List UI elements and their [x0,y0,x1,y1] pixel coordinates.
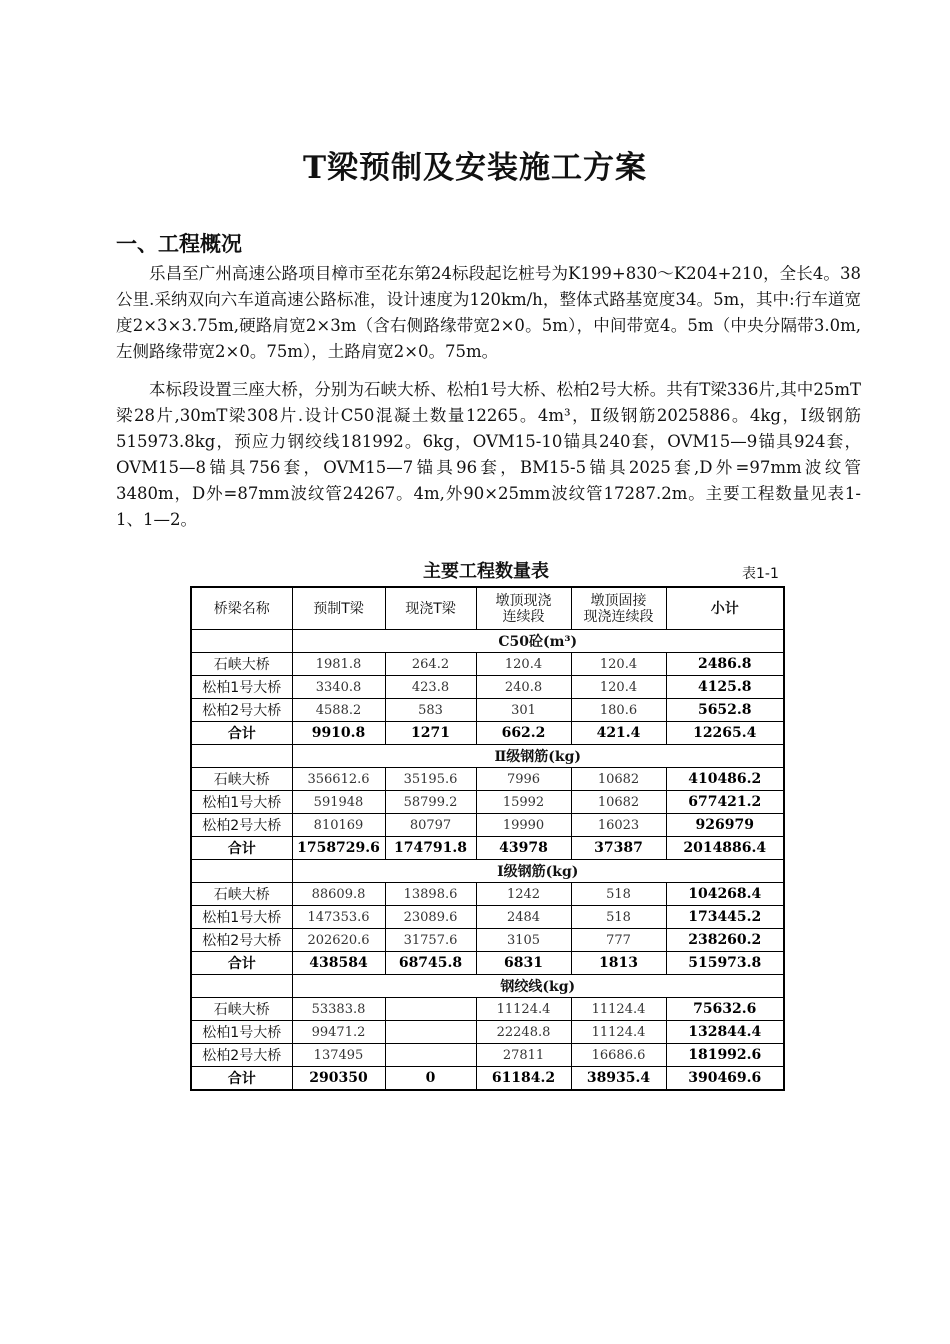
value-cell: 202620.6 [292,929,385,952]
value-cell: 11124.4 [571,1021,666,1044]
section-blank-cell [191,745,292,768]
value-cell: 180.6 [571,699,666,722]
subtotal-cell: 4125.8 [666,676,784,699]
bridge-name-cell: 松柏1号大桥 [191,1021,292,1044]
total-value-cell: 61184.2 [476,1067,571,1091]
total-value-cell: 421.4 [571,722,666,745]
header-subtotal: 小计 [666,587,784,630]
table-row [191,998,784,1021]
table-header-row [191,587,784,630]
total-value-cell: 0 [385,1067,476,1091]
bridge-name-cell: 松柏2号大桥 [191,814,292,837]
header-bridge-name: 桥梁名称 [191,587,292,630]
document-title: T梁预制及安装施工方案 [302,150,648,186]
value-cell: 583 [385,699,476,722]
value-cell: 15992 [476,791,571,814]
table-row [191,676,784,699]
value-cell: 16686.6 [571,1044,666,1067]
value-cell: 80797 [385,814,476,837]
total-value-cell: 12265.4 [666,722,784,745]
bridge-name-cell: 松柏2号大桥 [191,929,292,952]
subtotal-cell: 132844.4 [666,1021,784,1044]
value-cell: 301 [476,699,571,722]
value-cell [385,998,476,1021]
section-blank-cell [191,975,292,998]
total-value-cell: 1758729.6 [292,837,385,860]
section-blank-cell [191,630,292,653]
value-cell [385,1021,476,1044]
value-cell [385,1044,476,1067]
table-row [191,653,784,676]
subtotal-cell: 677421.2 [666,791,784,814]
value-cell: 10682 [571,791,666,814]
total-value-cell: 174791.8 [385,837,476,860]
table-row [191,814,784,837]
value-cell: 99471.2 [292,1021,385,1044]
total-value-cell: 662.2 [476,722,571,745]
table-row [191,699,784,722]
header-cast-in-place-t-beam: 现浇T梁 [385,587,476,630]
table-title: 主要工程数量表 [423,561,549,582]
bridge-name-cell: 石峡大桥 [191,998,292,1021]
subtotal-cell: 173445.2 [666,906,784,929]
value-cell: 16023 [571,814,666,837]
section-label: C50砼(m³) [292,630,784,653]
value-cell: 53383.8 [292,998,385,1021]
header-precast-t-beam: 预制T梁 [292,587,385,630]
value-cell: 4588.2 [292,699,385,722]
value-cell: 264.2 [385,653,476,676]
total-label-cell: 合计 [191,722,292,745]
subtotal-cell: 926979 [666,814,784,837]
value-cell: 518 [571,883,666,906]
table-section-row [191,630,784,653]
table-number: 表1-1 [742,566,779,582]
bridge-name-cell: 石峡大桥 [191,653,292,676]
value-cell: 22248.8 [476,1021,571,1044]
value-cell: 10682 [571,768,666,791]
table-total-row [191,952,784,975]
value-cell: 423.8 [385,676,476,699]
total-value-cell: 38935.4 [571,1067,666,1091]
subtotal-cell: 181992.6 [666,1044,784,1067]
subtotal-cell: 410486.2 [666,768,784,791]
value-cell: 1242 [476,883,571,906]
value-cell: 810169 [292,814,385,837]
subtotal-cell: 2486.8 [666,653,784,676]
section-label: 钢绞线(kg) [292,975,784,998]
total-value-cell: 2014886.4 [666,837,784,860]
value-cell: 19990 [476,814,571,837]
table-row [191,929,784,952]
section-label: Ⅰ级钢筋(kg) [292,860,784,883]
table-total-row [191,1067,784,1091]
subtotal-cell: 104268.4 [666,883,784,906]
value-cell: 3105 [476,929,571,952]
value-cell: 13898.6 [385,883,476,906]
quantity-table [190,586,785,1091]
total-value-cell: 68745.8 [385,952,476,975]
value-cell: 137495 [292,1044,385,1067]
total-value-cell: 43978 [476,837,571,860]
value-cell: 31757.6 [385,929,476,952]
table-total-row [191,837,784,860]
table-section-row [191,745,784,768]
value-cell: 518 [571,906,666,929]
subtotal-cell: 75632.6 [666,998,784,1021]
bridge-name-cell: 松柏2号大桥 [191,1044,292,1067]
bridge-name-cell: 松柏1号大桥 [191,791,292,814]
bridge-name-cell: 松柏1号大桥 [191,906,292,929]
bridge-name-cell: 石峡大桥 [191,768,292,791]
value-cell: 777 [571,929,666,952]
total-value-cell: 438584 [292,952,385,975]
value-cell: 27811 [476,1044,571,1067]
value-cell: 591948 [292,791,385,814]
header-pier-top-fixed-continuous: 墩顶固接 现浇连续段 [571,587,666,630]
value-cell: 147353.6 [292,906,385,929]
value-cell: 120.4 [571,676,666,699]
total-value-cell: 37387 [571,837,666,860]
subtotal-cell: 238260.2 [666,929,784,952]
total-label-cell: 合计 [191,952,292,975]
table-total-row [191,722,784,745]
value-cell: 3340.8 [292,676,385,699]
value-cell: 1981.8 [292,653,385,676]
total-value-cell: 390469.6 [666,1067,784,1091]
section-blank-cell [191,860,292,883]
total-value-cell: 515973.8 [666,952,784,975]
value-cell: 7996 [476,768,571,791]
total-value-cell: 290350 [292,1067,385,1091]
total-label-cell: 合计 [191,1067,292,1091]
bridge-name-cell: 松柏1号大桥 [191,676,292,699]
value-cell: 58799.2 [385,791,476,814]
value-cell: 120.4 [571,653,666,676]
bridge-name-cell: 松柏2号大桥 [191,699,292,722]
value-cell: 120.4 [476,653,571,676]
total-value-cell: 6831 [476,952,571,975]
value-cell: 11124.4 [571,998,666,1021]
subtotal-cell: 5652.8 [666,699,784,722]
value-cell: 88609.8 [292,883,385,906]
value-cell: 240.8 [476,676,571,699]
value-cell: 35195.6 [385,768,476,791]
total-label-cell: 合计 [191,837,292,860]
table-row [191,1021,784,1044]
value-cell: 11124.4 [476,998,571,1021]
table-section-row [191,975,784,998]
section-heading: 一、工程概况 [116,231,242,256]
paragraph-project-overview: 乐昌至广州高速公路项目樟市至花东第24标段起讫桩号为K199+830～K204+210，全长4。38公里.采纳双向六车道高速公路标准，设计速度为120km/h，整体式路基宽度34。5m，其中:行车道宽度2×3×3.75m,硬路肩宽2×3m（含右侧路缘带宽2×0。5m），中间带宽4。5m（中央分隔带3.0m,左侧路缘带宽2×0。75m），土路肩宽2×0。75m。 [116,264,861,361]
header-pier-top-continuous: 墩顶现浇 连续段 [476,587,571,630]
paragraph-bridge-summary: 本标段设置三座大桥，分别为石峡大桥、松柏1号大桥、松柏2号大桥。共有T梁336片,其中25mT梁28片,30mT梁308片.设计C50混凝土数量12265。4m³，Ⅱ级钢筋2025886。4kg，Ⅰ级钢筋515973.8kg，预应力钢绞线181992。6kg，OVM15-10锚具240套，OVM15—9锚具924套，OVM15—8锚具756套，OVM15—7锚具96套，BM15-5锚具2025套,D外=97mm波纹管3480m，D外=87mm波纹管24267。4m,外90×25mm波纹管17287.2m。主要工程数量见表1-1、1—2。 [116,380,861,529]
table-row [191,1044,784,1067]
table-section-row [191,860,784,883]
table-row [191,791,784,814]
table-row [191,768,784,791]
value-cell: 23089.6 [385,906,476,929]
bridge-name-cell: 石峡大桥 [191,883,292,906]
table-row [191,906,784,929]
value-cell: 2484 [476,906,571,929]
table-row [191,883,784,906]
total-value-cell: 1813 [571,952,666,975]
value-cell: 356612.6 [292,768,385,791]
total-value-cell: 9910.8 [292,722,385,745]
total-value-cell: 1271 [385,722,476,745]
section-label: Ⅱ级钢筋(kg) [292,745,784,768]
